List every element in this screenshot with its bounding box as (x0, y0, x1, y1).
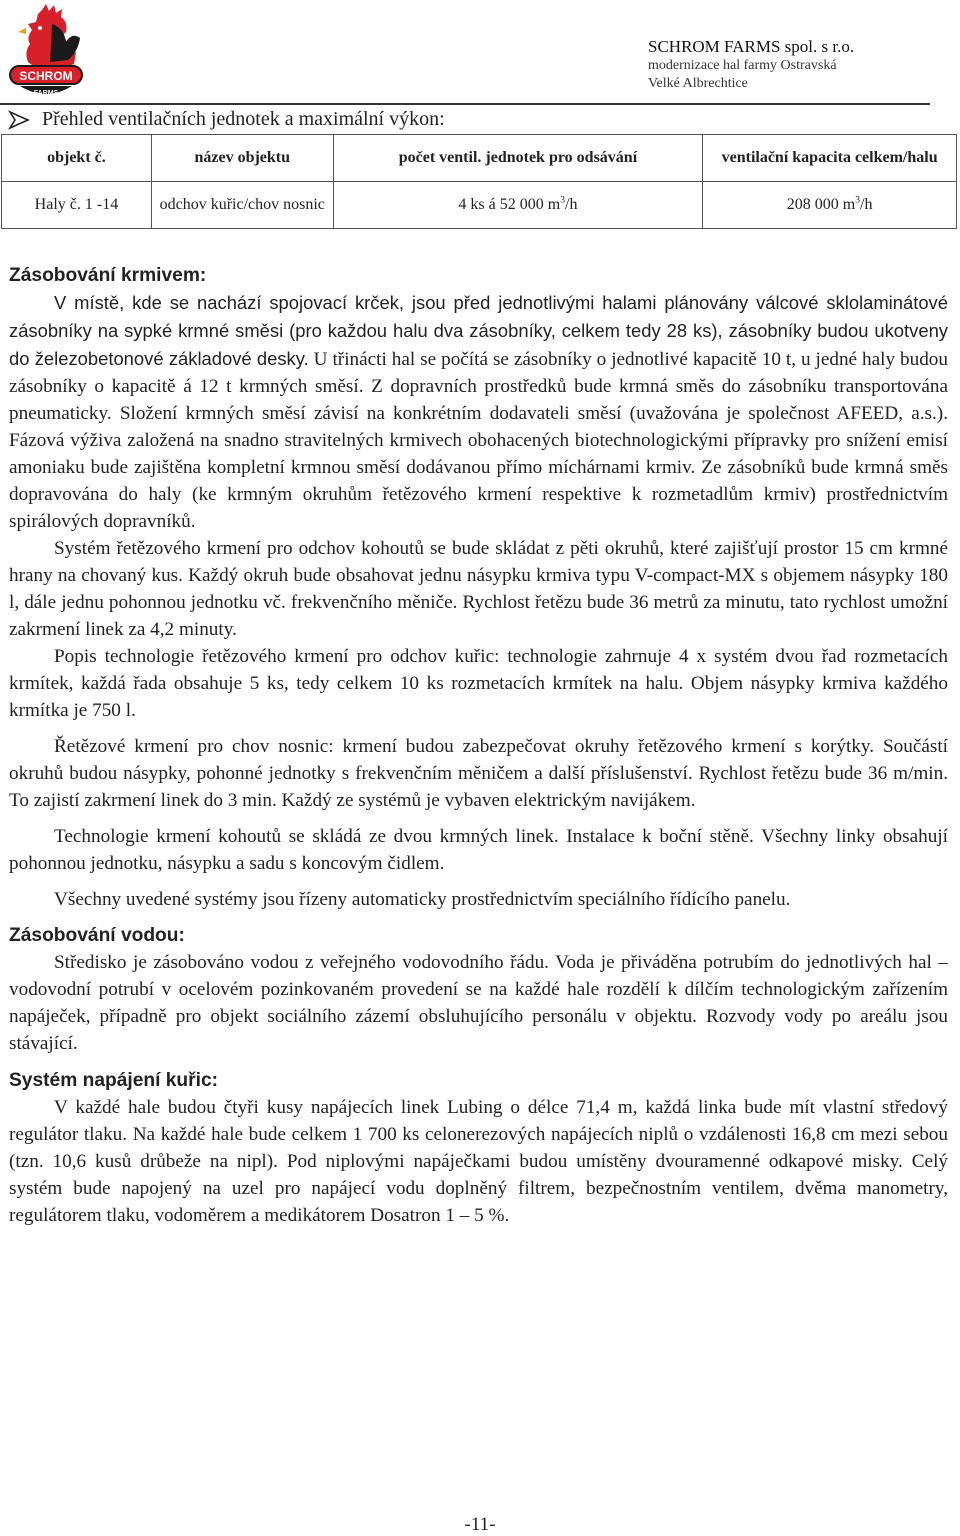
header-divider (0, 103, 930, 105)
table-header-cell: počet ventil. jednotek pro odsávání (333, 135, 703, 182)
water-heading: Zásobování vodou: (9, 925, 185, 946)
logo-subtext: FARMS (33, 90, 59, 97)
water-paragraph: Středisko je zásobováno vodou z veřejného vodovodního řádu. Voda je přiváděna potrubím do jednotlivých hal – vodovodní potrubí v ocelovém pozinkovaném provedení se na každé hale rozdělí k dílčím technologickým zařízením napáječek, případně pro objekt sociálního zázemí obsluhujícího personálu v objektu. Rozvody vody po areálu jsou stávající. (9, 952, 948, 1054)
table-header-row (2, 135, 957, 182)
logo-text: SCHROM (19, 69, 73, 83)
feed-paragraph-4: Řetězové krmení pro chov nosnic: krmení budou zabezpečovat okruhy řetězového krmení s korýtky. Součástí okruhů budou násypky, pohonné jednotky s frekvenčním měničem a další příslušenství. Rychlost řetězu bude 36 m/min. To zajistí zakrmení linek do 3 min. Každý ze systémů je vybaven elektrickým navijákem. (9, 736, 948, 811)
feed-paragraph-5: Technologie krmení kohoutů se skládá ze dvou krmných linek. Instalace k boční stěně. Všechny linky obsahují pohonnou jednotku, násypku a sadu s koncovým čidlem. (9, 826, 948, 874)
feed-paragraph-3: Popis technologie řetězového krmení pro odchov kuřic: technologie zahrnuje 4 x systém dvou řad rozmetacích krmítek, každá řada obsahuje 5 ks, tedy celkem 10 ks rozmetacích krmítek na halu. Objem násypky krmiva každého krmítka je 750 l. (9, 646, 948, 721)
table-header-cell: název objektu (151, 135, 333, 182)
drinking-heading: Systém napájení kuřic: (9, 1070, 219, 1091)
table-cell-capacity: 208 000 $m^3/h$ (703, 182, 957, 229)
document-body (9, 262, 948, 1229)
table-cell-name: odchov kuřic/chov nosnic (151, 182, 333, 229)
project-location: Velké Albrechtice (648, 75, 748, 91)
overview-heading (8, 108, 445, 131)
feed-paragraph-2: Systém řetězového krmení pro odchov kohoutů se bude skládat z pěti okruhů, které zajišťují prostor 15 cm krmné hrany na chovaný kus. Každý okruh bude obsahovat jednu násypku krmiva typu V-compact-MX s objemem násypky 180 l, dále jednu pohonnou jednotku vč. frekvenčního měniče. Rychlost řetězu bude 36 metrů za minutu, tato rychlost umožní zakrmení linek za 4,2 minuty. (9, 538, 948, 640)
arrow-bullet-icon (8, 110, 30, 130)
project-name: modernizace hal farmy Ostravská (648, 58, 837, 74)
company-name: SCHROM FARMS spol. s r.o. (648, 37, 855, 56)
table-row (2, 182, 957, 229)
table-cell-object: Haly č. 1 -14 (2, 182, 152, 229)
overview-title: Přehled ventilačních jednotek a maximální výkon: (42, 108, 445, 130)
ventilation-table (1, 134, 957, 229)
table-header-cell: objekt č. (2, 135, 152, 182)
feed-paragraph-1: V místě, kde se nachází spojovací krček, jsou před jednotlivými halami plánovány válcové sklolaminátové zásobníky na sypké krmné směsi (pro každou halu dva zásobníky, celkem tedy 28 ks), zásobníky budou ukotveny do železobetonové základové desky. U třinácti hal se počítá se zásobníky o jednotlivé kapacitě 10 t, u jedné haly budou zásobníky o kapacitě á 12 t krmných směsí. Z dopravních prostředků bude krmná směs do zásobníku transportována pneumaticky. Složení krmných směsí závisí na konkrétním dodavateli směsí (uvažována je společnost AFEED, a.s.). Fázová výživa založená na snadno stravitelných krmivech obohacených biotechnologickými přípravky pro snížení emisí amoniaku bude zajištěna kompletní krmnou směsí dodávanou přímo míchárnami krmiv. Ze zásobníků bude krmná směs dopravována do haly (ke krmným okruhům řetězového krmení respektive k rozmetadlům krmiv) prostřednictvím spirálových dopravníků. (9, 292, 948, 532)
company-header (648, 36, 854, 92)
drinking-paragraph: V každé hale budou čtyři kusy napájecích linek Lubing o délce 71,4 m, každá linka bude mít vlastní středový regulátor tlaku. Na každé hale bude celkem 1 700 ks celonerezových napájecích niplů o vzdálenosti 16,8 cm mezi sebou (tzn. 10,6 kusů drůbeže na nipl). Pod niplovými napáječkami budou umístěny dvouramenné odkapové misky. Celý systém bude napojený na uzel pro napájecí vodu doplněný filtrem, bezpečnostním ventilem, dvěma manometry, regulátorem tlaku, vodoměrem a medikátorem Dosatron 1 – 5 %. (9, 1097, 948, 1226)
schrom-farms-logo (6, 2, 86, 102)
feed-heading: Zásobování krmivem: (9, 265, 207, 286)
page-number: -11- (464, 1514, 496, 1535)
table-header-cell: ventilační kapacita celkem/halu (703, 135, 957, 182)
table-cell-units: 4 ks á 52 000 $m^3/h$ (333, 182, 703, 229)
feed-paragraph-6: Všechny uvedené systémy jsou řízeny automaticky prostřednictvím speciálního řídícího panelu. (54, 889, 791, 910)
